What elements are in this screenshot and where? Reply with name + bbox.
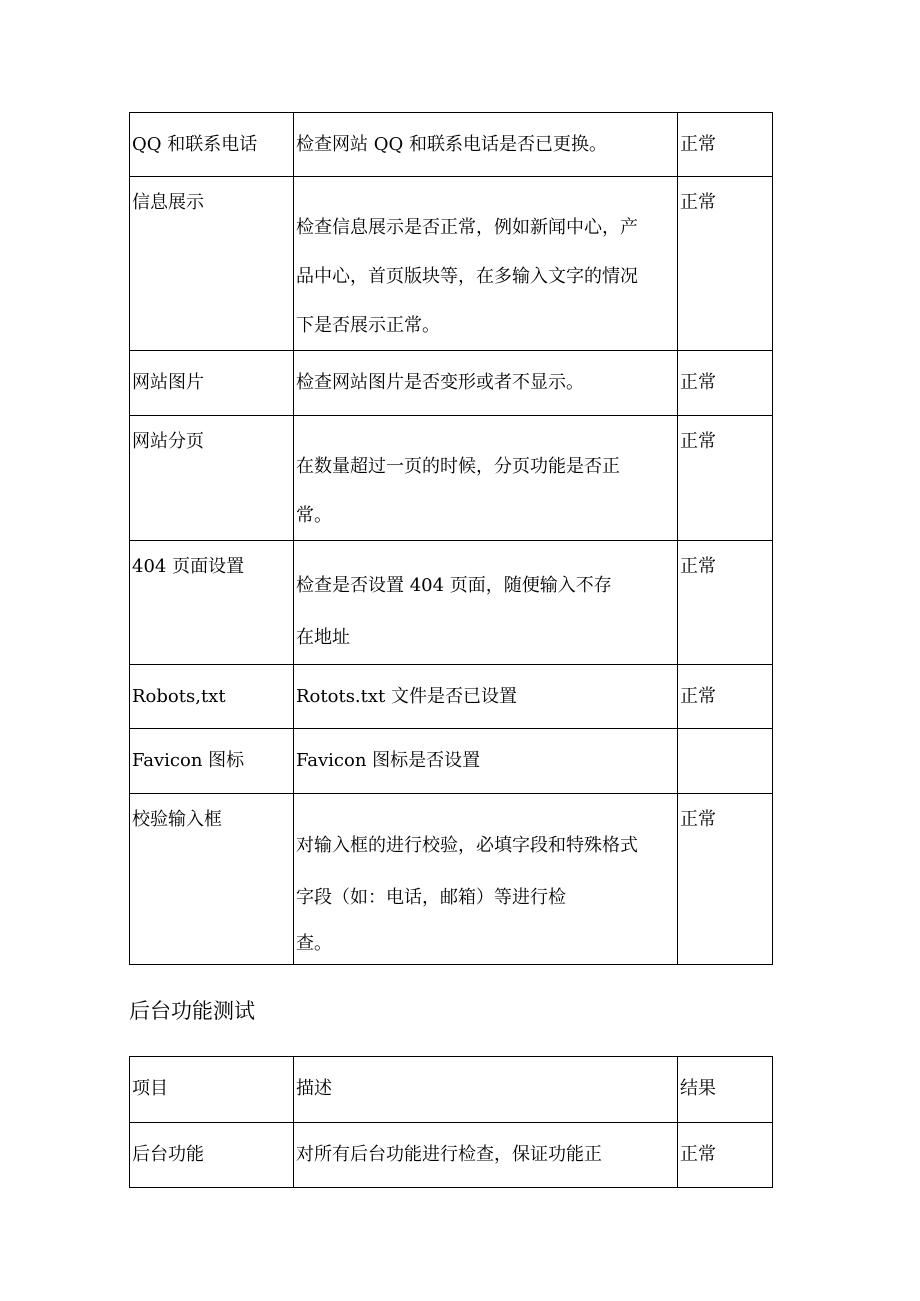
result-cell [678, 416, 773, 541]
desc-line: 检查是否设置 404 页面，随便输入不存 [296, 575, 612, 596]
table-row [130, 665, 773, 729]
desc-cell [294, 729, 678, 794]
table-row [130, 351, 773, 416]
result-cell [678, 351, 773, 416]
desc-line: 下是否展示正常。 [296, 315, 440, 336]
table-row [130, 794, 773, 965]
table-row [130, 541, 773, 665]
column-header: 描述 [296, 1078, 332, 1099]
result-cell [678, 177, 773, 351]
result-label: 正常 [680, 192, 716, 213]
desc-line: 检查信息展示是否正常，例如新闻中心，产 [296, 217, 638, 238]
header-result-cell [678, 1057, 773, 1123]
result-label: 正常 [680, 372, 716, 393]
desc-cell [294, 177, 678, 351]
table-row [130, 113, 773, 177]
item-cell [130, 665, 294, 729]
result-label: 正常 [680, 1144, 716, 1165]
header-item-cell [130, 1057, 294, 1123]
item-cell [130, 416, 294, 541]
item-cell [130, 794, 294, 965]
table-row [130, 177, 773, 351]
result-label: 正常 [680, 809, 716, 830]
table-row [130, 1123, 773, 1188]
column-header: 项目 [132, 1078, 168, 1099]
table-row [130, 416, 773, 541]
item-label: 404 页面设置 [132, 556, 245, 577]
item-label: 后台功能 [132, 1144, 204, 1165]
result-label: 正常 [680, 134, 716, 155]
desc-cell [294, 416, 678, 541]
item-label: QQ 和联系电话 [132, 134, 258, 155]
result-cell [678, 1123, 773, 1188]
desc-line: 查。 [296, 933, 332, 954]
desc-cell [294, 665, 678, 729]
table-row [130, 729, 773, 794]
checklist-table [129, 112, 773, 965]
item-cell [130, 177, 294, 351]
table-header-row [130, 1057, 773, 1123]
desc-line: 对所有后台功能进行检查，保证功能正 [296, 1144, 602, 1165]
item-cell [130, 351, 294, 416]
backend-test-table [129, 1056, 773, 1188]
desc-line: 在地址 [296, 627, 350, 648]
result-label: 正常 [680, 686, 716, 707]
result-cell [678, 729, 773, 794]
item-label: 校验输入框 [132, 809, 222, 830]
item-cell [130, 729, 294, 794]
desc-cell [294, 113, 678, 177]
item-label: Favicon 图标 [132, 750, 245, 771]
item-label: 网站分页 [132, 431, 204, 452]
result-label: 正常 [680, 431, 716, 452]
desc-line: Rotots.txt 文件是否已设置 [296, 686, 517, 707]
result-cell [678, 665, 773, 729]
item-label: Robots,txt [132, 686, 226, 707]
desc-line: 品中心，首页版块等，在多输入文字的情况 [296, 266, 638, 287]
item-cell [130, 541, 294, 665]
desc-cell [294, 1123, 678, 1188]
desc-cell [294, 351, 678, 416]
desc-cell [294, 794, 678, 965]
column-header: 结果 [680, 1078, 716, 1099]
desc-cell [294, 541, 678, 665]
header-desc-cell [294, 1057, 678, 1123]
desc-line: 对输入框的进行校验，必填字段和特殊格式 [296, 835, 638, 856]
section-title: 后台功能测试 [129, 999, 255, 1023]
result-label: 正常 [680, 556, 716, 577]
item-label: 信息展示 [132, 192, 204, 213]
result-label [680, 729, 772, 748]
desc-line: 在数量超过一页的时候，分页功能是否正 [296, 456, 620, 477]
item-label: 网站图片 [132, 372, 204, 393]
item-cell [130, 1123, 294, 1188]
result-cell [678, 541, 773, 665]
desc-line: 字段（如：电话，邮箱）等进行检 [296, 887, 566, 908]
item-cell [130, 113, 294, 177]
result-cell [678, 113, 773, 177]
desc-line: Favicon 图标是否设置 [296, 750, 481, 771]
result-cell [678, 794, 773, 965]
desc-line: 检查网站图片是否变形或者不显示。 [296, 372, 584, 393]
desc-line: 常。 [296, 505, 332, 526]
desc-line: 检查网站 QQ 和联系电话是否已更换。 [296, 134, 607, 155]
